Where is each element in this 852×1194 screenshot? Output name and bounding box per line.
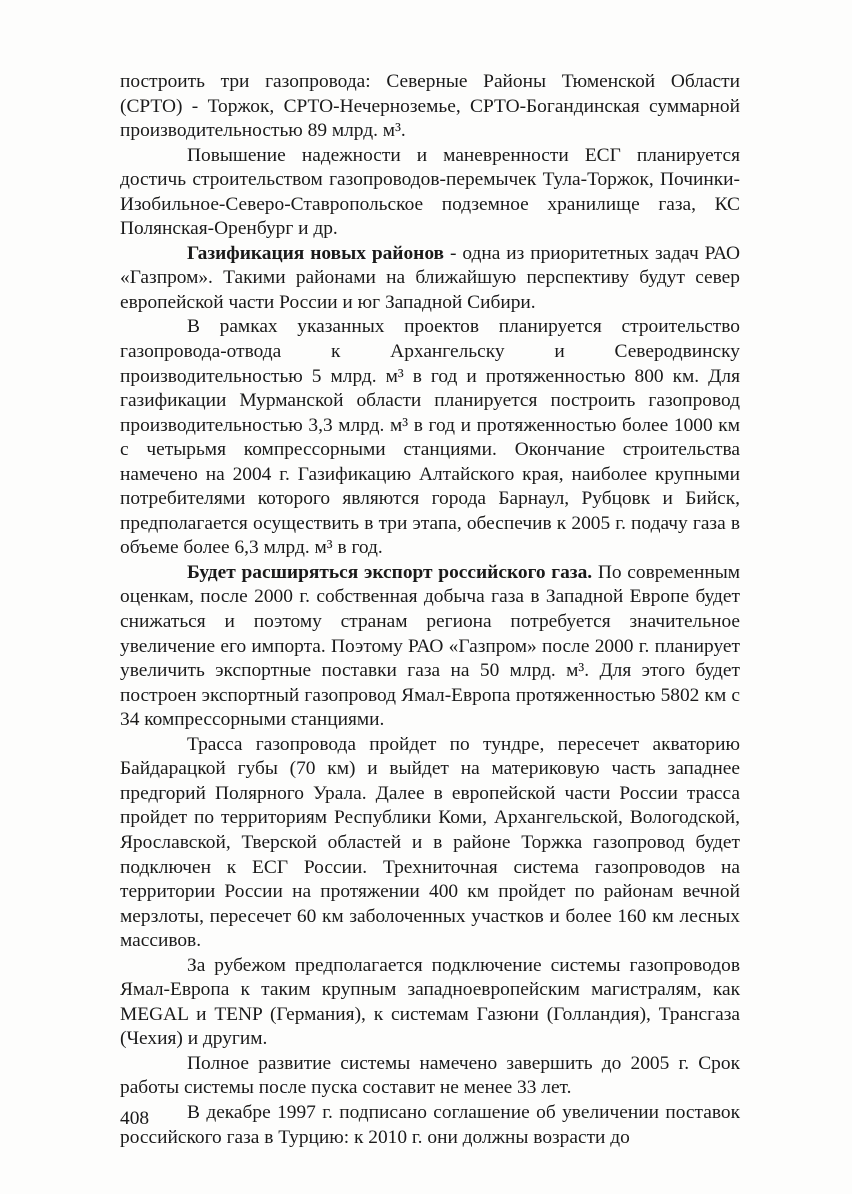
page-number: 408 — [120, 1108, 150, 1129]
bold-lead-gasification: Газификация новых районов — [187, 242, 445, 264]
paragraph-2: Повышение надежности и маневренности ЕСГ планируется достичь строительством газопроводов-перемычек Тула-Торжок, Починки-Изобильное-Северо-Ставропольское подземное хранилище газа, КС Полянская-Оренбург и др. — [120, 144, 740, 240]
paragraph-5: Будет расширяться экспорт российского газа. По современным оценкам, после 2000 г. собственная добыча газа в Западной Европе будет снижаться и поэтому странам региона потребуется значительное увеличение его импорта. Поэтому РАО «Газпром» после 2000 г. планирует увеличить экспортные поставки газа на 50 млрд. м³. Для этого будет построен экспортный газопровод Ямал-Европа протяженностью 5802 км с 34 компрессорными станциями. — [120, 561, 740, 731]
paragraph-9: В декабре 1997 г. подписано соглашение об увеличении поставок российского газа в Турцию: к 2010 г. они должны возрасти до — [120, 1101, 740, 1148]
body-text — [120, 70, 740, 1150]
paragraph-6: Трасса газопровода пройдет по тундре, пересечет акваторию Байдарацкой губы (70 км) и выйдет на материковую часть западнее предгорий Полярного Урала. Далее в европейской части России трасса пройдет по территориям Республики Коми, Архангельской, Вологодской, Ярославской, Тверской областей и в районе Торжка газопровод будет подключен к ЕСГ России. Трехниточная система газопроводов на территории России на протяжении 400 км пройдет по районам вечной мерзлоты, пересечет 60 км заболоченных участков и более 160 км лесных массивов. — [120, 733, 740, 952]
paragraph-1: построить три газопровода: Северные Районы Тюменской Области (СРТО) - Торжок, СРТО-Нечерноземье, СРТО-Богандинская суммарной производительностью 89 млрд. м³. — [120, 71, 740, 142]
paragraph-3: Газификация новых районов - одна из приоритетных задач РАО «Газпром». Такими районами на ближайшую перспективу будут север европейской части России и юг Западной Сибири. — [120, 242, 740, 313]
paragraph-4: В рамках указанных проектов планируется строительство газопровода-отвода к Архангельску и Северодвинску производительностью 5 млрд. м³ в год и протяженностью 800 км. Для газификации Мурманской области планируется построить газопровод производительностью 3,3 млрд. м³ в год и протяженностью более 1000 км с четырьмя компрессорными станциями. Окончание строительства намечено на 2004 г. Газификацию Алтайского края, наиболее крупными потребителями которого являются города Барнаул, Рубцовк и Бийск, предполагается осуществить в три этапа, обеспечив к 2005 г. подачу газа в объеме более 6,3 млрд. м³ в год. — [120, 316, 740, 559]
paragraph-8: Полное развитие системы намечено завершить до 2005 г. Срок работы системы после пуска составит не менее 33 лет. — [120, 1052, 740, 1099]
bold-lead-export: Будет расширяться экспорт российского газа. — [187, 561, 593, 583]
paragraph-7: За рубежом предполагается подключение системы газопроводов Ямал-Европа к таким крупным западноевропейским магистралям, как MEGAL и TENP (Германия), к системам Газюни (Голландия), Трансгаза (Чехия) и другим. — [120, 954, 740, 1050]
